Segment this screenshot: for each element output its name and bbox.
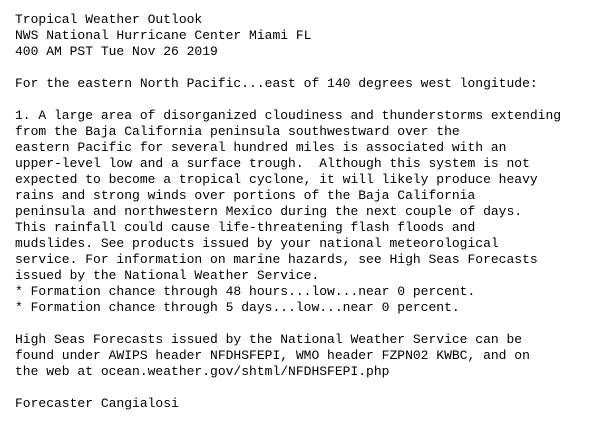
outlook-text-line: eastern Pacific for several hundred miles is associated with an [15, 140, 507, 155]
forecaster-signature: Forecaster Cangialosi [15, 396, 179, 411]
high-seas-text-line: found under AWIPS header NFDHSFEPI, WMO header FZPN02 KWBC, and on [15, 348, 530, 363]
formation-chance-5d: * Formation chance through 5 days...low...near 0 percent. [15, 300, 460, 315]
region-statement: For the eastern North Pacific...east of 140 degrees west longitude: [15, 76, 538, 91]
issue-time: 400 AM PST Tue Nov 26 2019 [15, 44, 218, 59]
outlook-text-line: expected to become a tropical cyclone, it will likely produce heavy [15, 172, 538, 187]
product-title: Tropical Weather Outlook [15, 12, 203, 27]
outlook-item-1 [15, 108, 614, 316]
outlook-text-line: This rainfall could cause life-threatening flash floods and [15, 220, 476, 235]
outlook-text-line: service. For information on marine hazards, see High Seas Forecasts [15, 252, 538, 267]
issuing-office: NWS National Hurricane Center Miami FL [15, 28, 312, 43]
high-seas-text-line: High Seas Forecasts issued by the National Weather Service can be [15, 332, 523, 347]
outlook-text-line: mudslides. See products issued by your national meteorological [15, 236, 499, 251]
outlook-text-line: issued by the National Weather Service. [15, 268, 320, 283]
blank-line [15, 316, 614, 332]
outlook-text-line: peninsula and northwestern Mexico during the next couple of days. [15, 204, 523, 219]
high-seas-note [15, 332, 614, 380]
outlook-text-line: rains and strong winds over portions of the Baja California [15, 188, 476, 203]
outlook-text-line: upper-level low and a surface trough. Although this system is not [15, 156, 530, 171]
outlook-text-line: from the Baja California peninsula southwestward over the [15, 124, 460, 139]
high-seas-text-line: the web at ocean.weather.gov/shtml/NFDHSFEPI.php [15, 364, 390, 379]
blank-line [15, 60, 614, 76]
outlook-text-line: 1. A large area of disorganized cloudiness and thunderstorms extending [15, 108, 562, 123]
formation-chance-48h: * Formation chance through 48 hours...low...near 0 percent. [15, 284, 476, 299]
blank-line [15, 380, 614, 396]
blank-line [15, 92, 614, 108]
